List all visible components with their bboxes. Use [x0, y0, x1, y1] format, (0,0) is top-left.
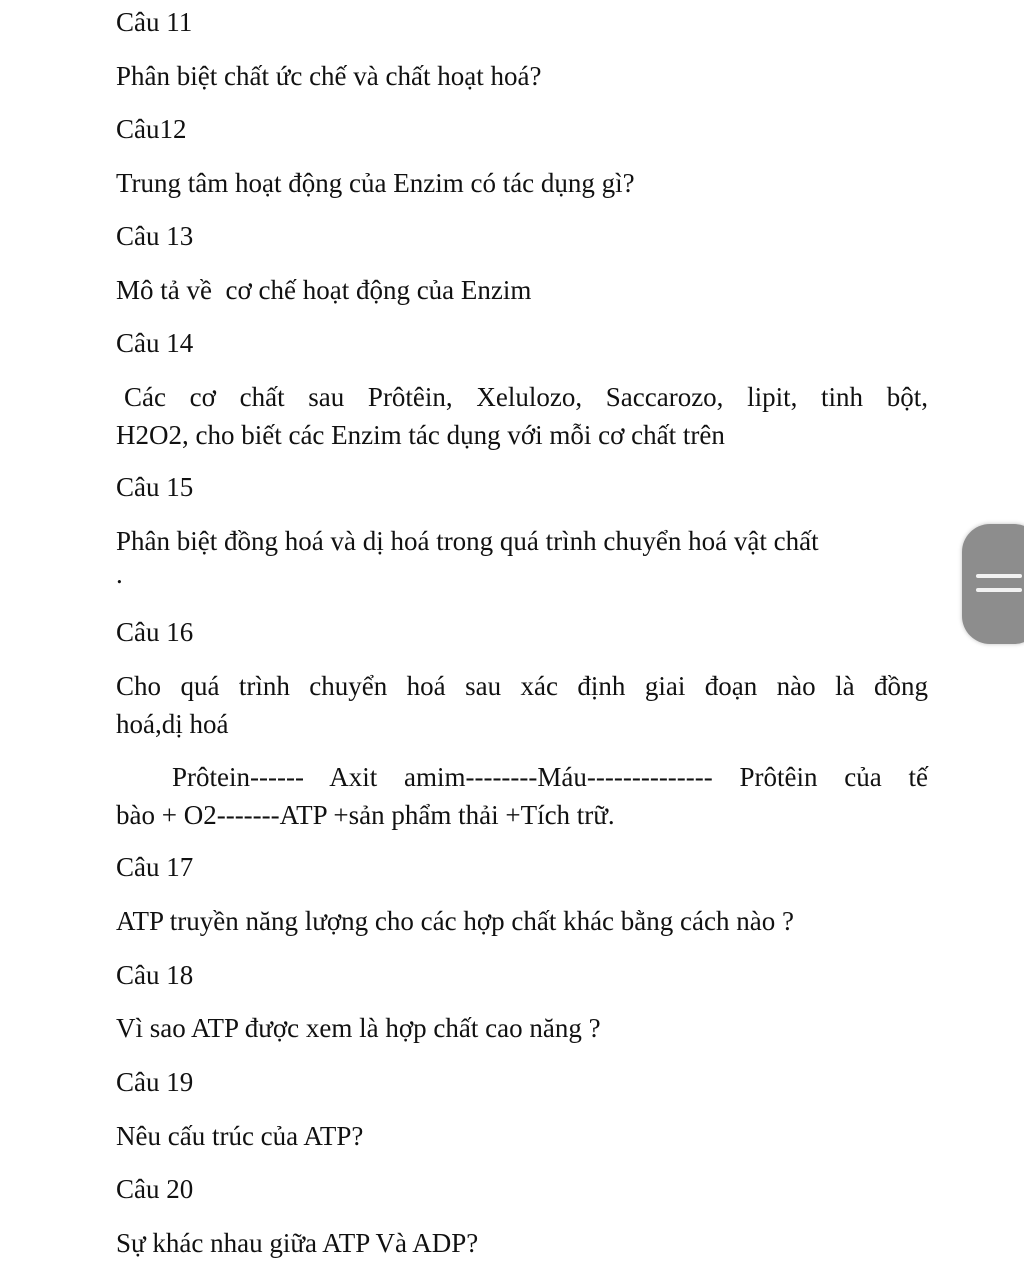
question-15-text — [116, 522, 928, 588]
question-15-label: Câu 15 — [116, 472, 194, 502]
question-13-label: Câu 13 — [116, 221, 194, 251]
scroll-handle[interactable] — [962, 524, 1024, 644]
question-11-text: Phân biệt chất ức chế và chất hoạt hoá? — [116, 61, 542, 91]
question-19-text: Nêu cấu trúc của ATP? — [116, 1121, 364, 1151]
question-14-line-2: H2O2, cho biết các Enzim tác dụng với mỗi cơ chất trên — [116, 420, 725, 450]
question-20-label: Câu 20 — [116, 1174, 194, 1204]
question-15-line-2: . — [116, 559, 123, 589]
question-14-line-1: Các cơ chất sau Prôtêin, Xelulozo, Saccarozo, lipit, tinh bột, — [124, 382, 928, 412]
question-11-label: Câu 11 — [116, 7, 193, 37]
question-16-line-2: hoá,dị hoá — [116, 709, 229, 739]
question-17-text: ATP truyền năng lượng cho các hợp chất khác bằng cách nào ? — [116, 906, 794, 936]
question-16-scheme — [116, 758, 928, 834]
question-12-label: Câu12 — [116, 114, 187, 144]
question-16-scheme-line-2: bào + O2-------ATP +sản phẩm thải +Tích trữ. — [116, 800, 615, 830]
question-20-text: Sự khác nhau giữa ATP Và ADP? — [116, 1228, 479, 1258]
question-16-line-1: Cho quá trình chuyển hoá sau xác định giai đoạn nào là đồng — [116, 671, 928, 701]
question-15-line-1: Phân biệt đồng hoá và dị hoá trong quá trình chuyển hoá vật chất — [116, 526, 819, 556]
question-18-text: Vì sao ATP được xem là hợp chất cao năng ? — [116, 1013, 601, 1043]
question-14-label: Câu 14 — [116, 328, 194, 358]
question-17-label: Câu 17 — [116, 852, 194, 882]
question-16-label: Câu 16 — [116, 617, 194, 647]
question-14-text — [116, 378, 928, 454]
question-12-text: Trung tâm hoạt động của Enzim có tác dụng gì? — [116, 168, 635, 198]
question-16-text — [116, 667, 928, 743]
question-13-text: Mô tả về cơ chế hoạt động của Enzim — [116, 275, 532, 305]
question-19-label: Câu 19 — [116, 1067, 194, 1097]
question-16-scheme-line-1: Prôtein------ Axit amim--------Máu-------------- Prôtêin của tế — [172, 762, 928, 792]
question-18-label: Câu 18 — [116, 960, 194, 990]
